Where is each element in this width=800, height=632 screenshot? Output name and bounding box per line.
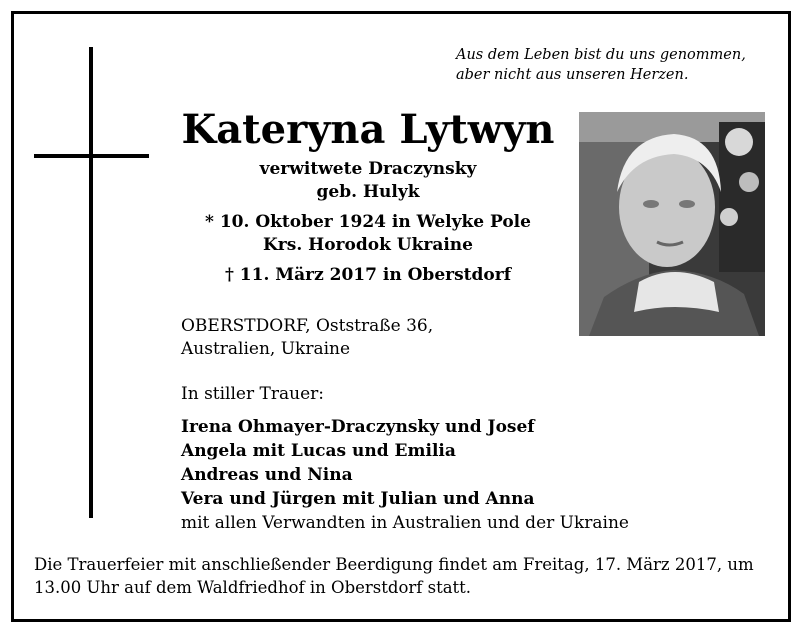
funeral-info	[34, 553, 774, 599]
birth-info	[198, 211, 538, 257]
mourner-line: Vera und Jürgen mit Julian und Anna	[181, 489, 535, 509]
memorial-quote	[456, 45, 746, 85]
death-date-place: † 11. März 2017 in Oberstdorf	[224, 265, 512, 285]
cross-horizontal-bar	[34, 154, 149, 158]
cross-vertical-bar	[89, 47, 93, 518]
mourner-line: Angela mit Lucas und Emilia	[181, 441, 456, 461]
portrait-photo	[579, 112, 765, 336]
birth-date-place: * 10. Oktober 1924 in Welyke Pole	[205, 212, 531, 232]
mourner-line: Irena Ohmayer-Draczynsky und Josef	[181, 417, 535, 437]
relatives-line: mit allen Verwandten in Australien und der Ukraine	[181, 513, 629, 533]
maiden-names	[198, 158, 538, 204]
mourner-line: Andreas und Nina	[181, 465, 353, 485]
birth-name: geb. Hulyk	[316, 182, 420, 202]
deceased-name: Kateryna Lytwyn	[181, 106, 555, 153]
funeral-info-line-2: 13.00 Uhr auf dem Waldfriedhof in Oberstdorf statt.	[34, 578, 472, 597]
address-block	[181, 315, 433, 361]
funeral-info-line-1: Die Trauerfeier mit anschließender Beerdigung findet am Freitag, 17. März 2017, um	[34, 555, 754, 574]
quote-line-1: Aus dem Leben bist du uns genommen,	[456, 47, 746, 63]
portrait-image	[579, 112, 765, 336]
address-line-1: OBERSTDORF, Oststraße 36,	[181, 316, 434, 336]
widowed-name: verwitwete Draczynsky	[259, 159, 477, 179]
mourners-list	[181, 415, 629, 535]
quote-line-2: aber nicht aus unseren Herzen.	[456, 67, 689, 83]
death-info	[198, 264, 538, 287]
birth-district: Krs. Horodok Ukraine	[263, 235, 473, 255]
mourning-label: In stiller Trauer:	[181, 384, 324, 404]
address-line-2: Australien, Ukraine	[181, 339, 351, 359]
